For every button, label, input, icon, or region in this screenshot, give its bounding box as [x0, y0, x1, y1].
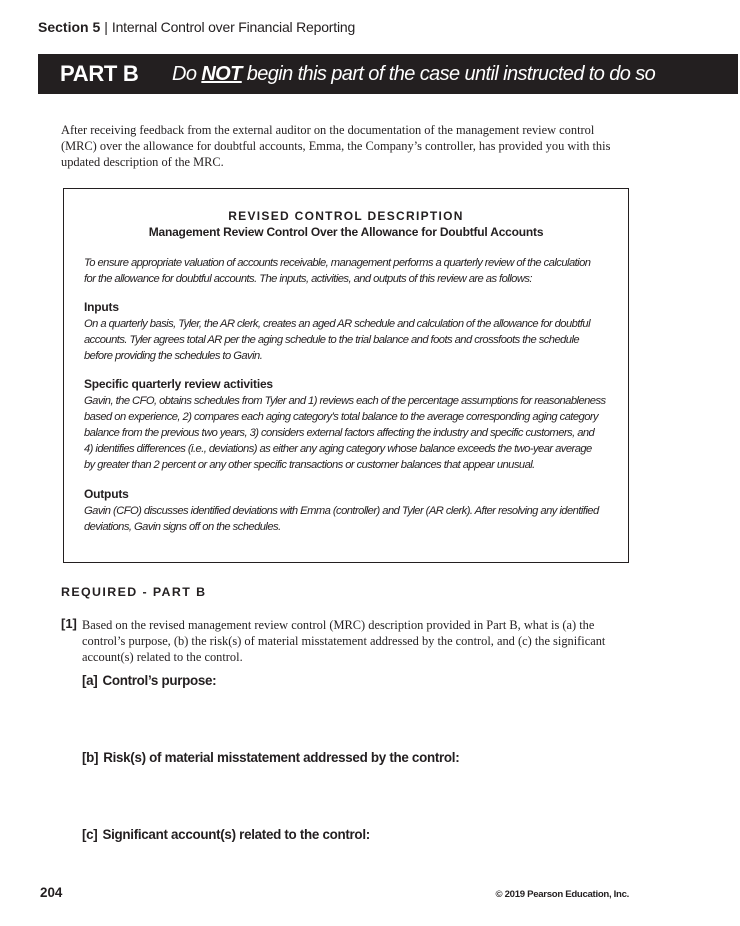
inputs-heading: Inputs — [84, 300, 119, 314]
section-title: Internal Control over Financial Reporting — [111, 19, 356, 35]
banner-msg-after: begin this part of the case until instructed to do so — [241, 63, 656, 85]
question-text — [82, 617, 632, 665]
inputs-line: On a quarterly basis, Tyler, the AR clerk, creates an aged AR schedule and calculation of the allowance for doubtful — [84, 318, 591, 330]
banner-instruction — [172, 63, 655, 86]
box-intro — [84, 255, 614, 287]
question-line: account(s) related to the control. — [82, 650, 243, 664]
activities-line: balance from the previous two years, 3) considers external factors affecting the industry and specific customers, and — [84, 427, 595, 439]
running-header — [38, 19, 355, 35]
activities-heading: Specific quarterly review activities — [84, 377, 273, 391]
intro-line: updated description of the MRC. — [61, 155, 224, 169]
question-line: Based on the revised management review control (MRC) description provided in Part B, what is (a) the — [82, 618, 595, 632]
box-intro-line: for the allowance for doubtful accounts. The inputs, activities, and outputs of this review are as follows: — [84, 273, 532, 285]
activities-text — [84, 393, 614, 473]
required-heading: REQUIRED - PART B — [61, 585, 207, 599]
subquestion-a-tag: [a] — [82, 673, 98, 688]
section-label: Section 5 — [38, 19, 101, 35]
part-label: PART B — [60, 61, 139, 86]
banner-msg-emphasis: NOT — [201, 63, 242, 85]
activities-line: 4) identifies differences (i.e., deviations) as either any aging category whose balance exceeds the two-year average — [84, 443, 592, 455]
subquestion-b — [82, 750, 459, 765]
outputs-text — [84, 503, 614, 535]
question-line: control’s purpose, (b) the risk(s) of material misstatement addressed by the control, and (c) the significant — [82, 634, 606, 648]
part-banner — [38, 54, 738, 94]
page-number: 204 — [40, 885, 63, 900]
question-number: [1] — [61, 616, 77, 631]
intro-line: (MRC) over the allowance for doubtful accounts, Emma, the Company’s controller, has provided you with this — [61, 139, 611, 153]
subquestion-c-label: Significant account(s) related to the control: — [102, 827, 370, 842]
outputs-line: deviations, Gavin signs off on the schedules. — [84, 521, 281, 533]
box-subtitle: Management Review Control Over the Allowance for Doubtful Accounts — [148, 225, 544, 239]
intro-line: After receiving feedback from the external auditor on the documentation of the management review control — [61, 123, 595, 137]
subquestion-c — [82, 827, 370, 842]
inputs-line: accounts. Tyler agrees total AR per the aging schedule to the trial balance and foots and crossfoots the schedule — [84, 334, 580, 346]
subquestion-c-tag: [c] — [82, 827, 98, 842]
subquestion-a-label: Control’s purpose: — [102, 673, 217, 688]
subquestion-b-tag: [b] — [82, 750, 99, 765]
box-intro-line: To ensure appropriate valuation of accounts receivable, management performs a quarterly review of the calculation — [84, 257, 591, 269]
inputs-line: before providing the schedules to Gavin. — [84, 350, 263, 362]
activities-line: Gavin, the CFO, obtains schedules from Tyler and 1) reviews each of the percentage assumptions for reasonableness — [84, 395, 606, 407]
banner-msg-before: Do — [172, 63, 202, 85]
copyright-notice: © 2019 Pearson Education, Inc. — [495, 889, 629, 900]
outputs-heading: Outputs — [84, 487, 129, 501]
outputs-line: Gavin (CFO) discusses identified deviations with Emma (controller) and Tyler (AR clerk). After resolving any identified — [84, 505, 599, 517]
subquestion-a — [82, 673, 216, 688]
activities-line: based on experience, 2) compares each aging category’s total balance to the average corresponding aging category — [84, 411, 599, 423]
revised-control-box — [63, 188, 629, 563]
box-title: REVISED CONTROL DESCRIPTION — [228, 209, 464, 223]
activities-line: by greater than 2 percent or any other specific transactions or customer balances that appear unusual. — [84, 459, 535, 471]
intro-paragraph — [61, 122, 633, 170]
subquestion-b-label: Risk(s) of material misstatement addressed by the control: — [103, 750, 460, 765]
header-separator: | — [104, 19, 108, 35]
inputs-text — [84, 316, 614, 364]
